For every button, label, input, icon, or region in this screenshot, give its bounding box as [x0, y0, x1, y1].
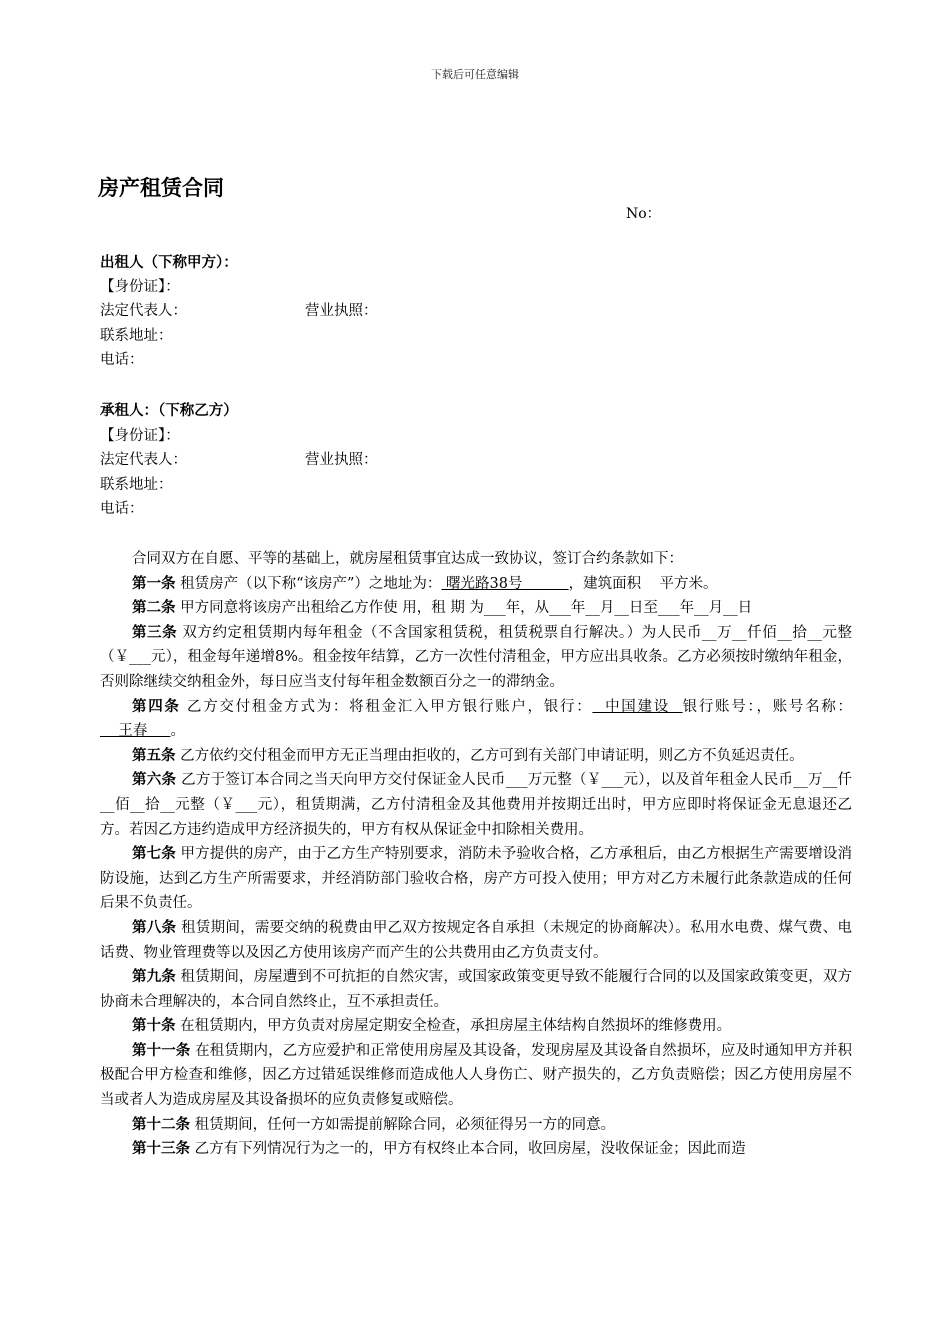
article-4: [100, 695, 852, 744]
article-1-text-b: ，建筑面积 平方米。: [568, 575, 718, 592]
article-10: [100, 1014, 852, 1039]
article-5: [100, 744, 852, 769]
article-8: [100, 916, 852, 965]
article-13-label: 第十三条: [132, 1140, 190, 1158]
article-10-text: 在租赁期内，甲方负责对房屋定期安全检查，承担房屋主体结构自然损坏的维修费用。: [175, 1018, 732, 1035]
article-1: [100, 572, 852, 597]
article-11: [100, 1039, 852, 1113]
article-8-text: 租赁期间，需要交纳的税费由甲乙双方按规定各自承担（未规定的协商解决）。私用水电费、煤气费、电话费、物业管理费等以及因乙方使用该房产而产生的公共费用由乙方负责支付。: [100, 919, 853, 961]
lessee-license-label: 营业执照：: [305, 452, 378, 468]
article-8-label: 第八条: [132, 918, 177, 936]
article-13-text: 乙方有下列情况行为之一的，甲方有权终止本合同，收回房屋，没收保证金；因此而造: [190, 1141, 746, 1158]
article-7: [100, 842, 852, 916]
article-13: [100, 1137, 852, 1162]
article-6-text: 乙方于签订本合同之当天向甲方交付保证金人民币___万元整（￥___元），以及首年租金人民币__万__仟__佰__拾__元整（￥___元），租赁期满，乙方付清租金及其他费用并按期迁出时，甲方应即时将保证金无息退还乙方。若因乙方违约造成甲方经济损失的，甲方有权从保证金中扣除相关费用。: [100, 772, 853, 838]
article-4-text-b: 银行账号：，账号名称：: [682, 698, 853, 715]
article-7-text: 甲方提供的房产，由于乙方生产特别要求，消防未予验收合格，乙方承租后，由乙方根据生产需要增设消防设施，达到乙方生产所需要求，并经消防部门验收合格，房产方可投入使用；甲方对乙方未履行此条款造成的任何后果不负责任。: [100, 846, 853, 912]
article-3: [100, 621, 852, 695]
article-1-text-a: 租赁房产（以下称“该房产”）之地址为：: [175, 575, 442, 592]
article-4-text-a: 乙方交付租金方式为：将租金汇入甲方银行账户，银行：: [180, 698, 593, 715]
article-1-label: 第一条: [132, 574, 176, 592]
lessor-heading: 出租人（下称甲方）：: [100, 254, 238, 271]
article-12-text: 租赁期间，任何一方如需提前解除合同，必须征得另一方的同意。: [190, 1116, 616, 1133]
contract-body: [100, 547, 852, 1162]
article-5-text: 乙方依约交付租金而甲方无正当理由拒收的，乙方可到有关部门申请证明，则乙方不负延迟责任。: [175, 747, 804, 764]
article-4-account-name: 王春: [100, 723, 171, 740]
lessor-address-label: 联系地址：: [100, 328, 173, 344]
lessor-phone-label: 电话：: [100, 352, 144, 368]
lessee-id-label: 【身份证】：: [100, 428, 180, 444]
header-note: 下载后可任意编辑: [431, 68, 519, 81]
lessee-rep-row: [100, 448, 600, 472]
article-9-text: 租赁期间，房屋遭到不可抗拒的自然灾害，或国家政策变更导致不能履行合同的以及国家政策变更，双方协商未合理解决的，本合同自然终止，互不承担责任。: [100, 969, 853, 1010]
article-4-label: 第四条: [132, 697, 181, 715]
article-12-label: 第十二条: [132, 1115, 190, 1133]
article-9-label: 第九条: [132, 968, 176, 986]
lessor-license-label: 营业执照：: [305, 303, 378, 319]
article-4-text-c: 。: [170, 723, 185, 740]
article-6: [100, 768, 852, 842]
article-3-text: 双方约定租赁期内每年租金（不含国家租赁税，租赁税票自行解决。）为人民币__万__仟佰__拾__元整（￥___元），租金每年递增8%。租金按年结算，乙方一次性付清租金，甲方应出具收条。乙方必须按时缴纳年租金，否则除继续交纳租金外，每日应当支付每年租金数额百分之一的滞纳金。: [100, 624, 853, 690]
contract-number-label: No：: [626, 206, 661, 222]
article-2-text: 甲方同意将该房产出租给乙方作使 用，租 期 为___年，从___年__月__日至___年__月__日: [175, 600, 753, 617]
lessor-legal-rep-label: 法定代表人：: [100, 303, 187, 319]
article-12: [100, 1113, 852, 1138]
lessee-phone-label: 电话：: [100, 501, 144, 517]
article-4-bank: 中国建设: [592, 698, 683, 715]
lessee-address-label: 联系地址：: [100, 477, 173, 493]
article-2: [100, 596, 852, 621]
article-11-text: 在租赁期内，乙方应爱护和正常使用房屋及其设备，发现房屋及其设备自然损坏，应及时通知甲方并积极配合甲方检查和维修，因乙方过错延误维修而造成他人人身伤亡、财产损失的，乙方负责赔偿；因乙方使用房屋不当或者人为造成房屋及其设备损坏的应负责修复或赔偿。: [100, 1042, 853, 1109]
article-9: [100, 965, 852, 1014]
lessor-rep-row: [100, 299, 600, 323]
article-6-label: 第六条: [132, 771, 177, 789]
document-title: 房产租赁合同: [98, 175, 224, 200]
lessor-id-label: 【身份证】：: [100, 279, 180, 295]
article-1-address: 曙光路38号: [441, 575, 569, 592]
lessee-legal-rep-label: 法定代表人：: [100, 452, 187, 468]
lessee-heading: 承租人：（下称乙方）: [100, 402, 238, 419]
article-3-label: 第三条: [132, 623, 178, 641]
intro-paragraph: 合同双方在自愿、平等的基础上，就房屋租赁事宜达成一致协议，签订合约条款如下：: [132, 551, 683, 567]
article-7-label: 第七条: [132, 845, 176, 863]
article-2-label: 第二条: [132, 599, 176, 617]
article-11-label: 第十一条: [132, 1041, 191, 1059]
article-10-label: 第十条: [132, 1017, 176, 1035]
article-5-label: 第五条: [132, 746, 176, 764]
